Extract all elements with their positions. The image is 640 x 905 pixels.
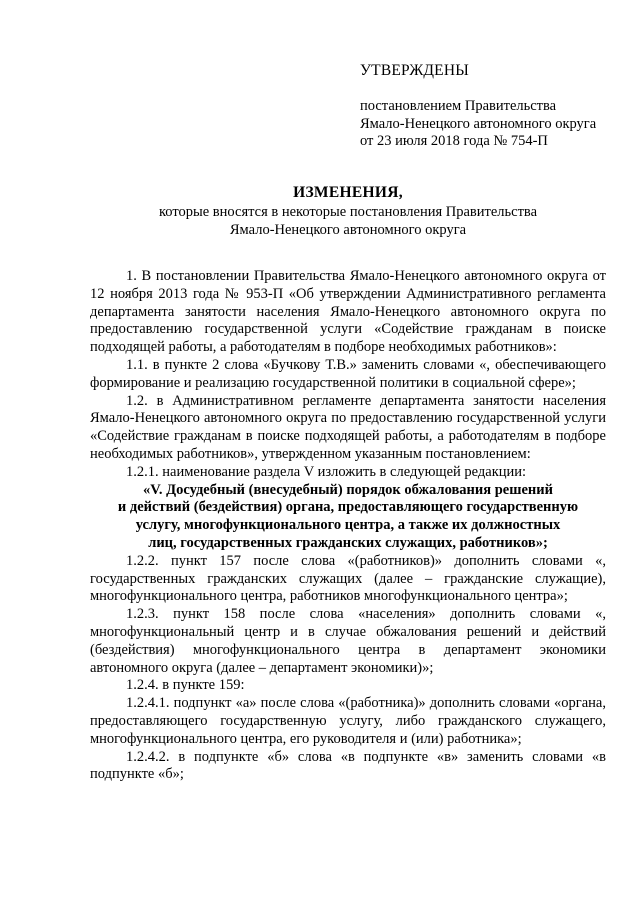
paragraph-1: 1. В постановлении Правительства Ямало-Ненецкого автономного округа от 12 ноября 2013 года № 953-П «Об утверждении Административного регламента департамента занятости населения Ямало-Ненецкого автономного округа по предоставлению государственной услуги «Содействие гражданам в поиске подходящей работы, а работодателям в подборе необходимых работников»:	[90, 268, 606, 356]
section-heading	[90, 482, 606, 553]
paragraph-1-2-1: 1.2.1. наименование раздела V изложить в следующей редакции:	[126, 463, 527, 480]
section-heading-line-1: «V. Досудебный (внесудебный) порядок обжалования решений	[143, 481, 553, 498]
approval-line-2: Ямало-Ненецкого автономного округа	[360, 115, 597, 132]
approval-line-3: от 23 июля 2018 года № 754-П	[360, 133, 548, 150]
paragraph-1-1: 1.1. в пункте 2 слова «Бучкову Т.В.» заменить словами «, обеспечивающего формирование и реализацию государственной политики в социальной сфере»;	[90, 356, 606, 391]
paragraph-1-2-4: 1.2.4. в пункте 159:	[126, 677, 245, 694]
paragraph-1-2-3: 1.2.3. пункт 158 после слова «населения» дополнить словами «, многофункциональный центр и в случае обжалования решений и действий (бездействия) многофункционального центра в департамент экономики автономного округа (далее – департамент экономики)»;	[90, 606, 606, 676]
document-title-block	[90, 184, 606, 239]
paragraph-1-2: 1.2. в Административном регламенте департамента занятости населения Ямало-Ненецкого автономного округа по предоставлению государственной услуги «Содействие гражданам в поиске подходящей работы, а работодателям в подборе необходимых работников», утвержденном указанным постановлением:	[90, 392, 606, 462]
section-heading-line-3: услугу, многофункционального центра, а также их должностных	[135, 517, 561, 534]
approval-line-1: постановлением Правительства	[360, 97, 557, 114]
document-subtitle-line-1: которые вносятся в некоторые постановления Правительства	[158, 203, 538, 220]
approval-block	[360, 62, 622, 151]
paragraph-1-2-4-1: 1.2.4.1. подпункт «а» после слова «(работника)» дополнить словами «органа, предоставляющего государственную услугу, либо гражданского служащего, многофункционального центра, его руководителя и (или) работника»;	[90, 695, 606, 747]
approved-label: УТВЕРЖДЕНЫ	[360, 62, 469, 79]
section-heading-line-2: и действий (бездействия) органа, предоставляющего государственную	[117, 499, 579, 516]
document-body	[90, 268, 606, 784]
paragraph-1-2-2: 1.2.2. пункт 157 после слова «(работников)» дополнить словами «, государственных гражданских служащих (далее – гражданские служащие), многофункционального центра, работников многофункционального центра»;	[90, 552, 606, 605]
document-subtitle-line-2: Ямало-Ненецкого автономного округа	[229, 221, 467, 238]
section-heading-line-4: лиц, государственных гражданских служащих, работников»;	[148, 534, 548, 551]
document-title: ИЗМЕНЕНИЯ,	[293, 184, 403, 201]
paragraph-1-2-4-2: 1.2.4.2. в подпункте «б» слова «в подпункте «в» заменить словами «в подпункте «б»;	[90, 748, 606, 783]
